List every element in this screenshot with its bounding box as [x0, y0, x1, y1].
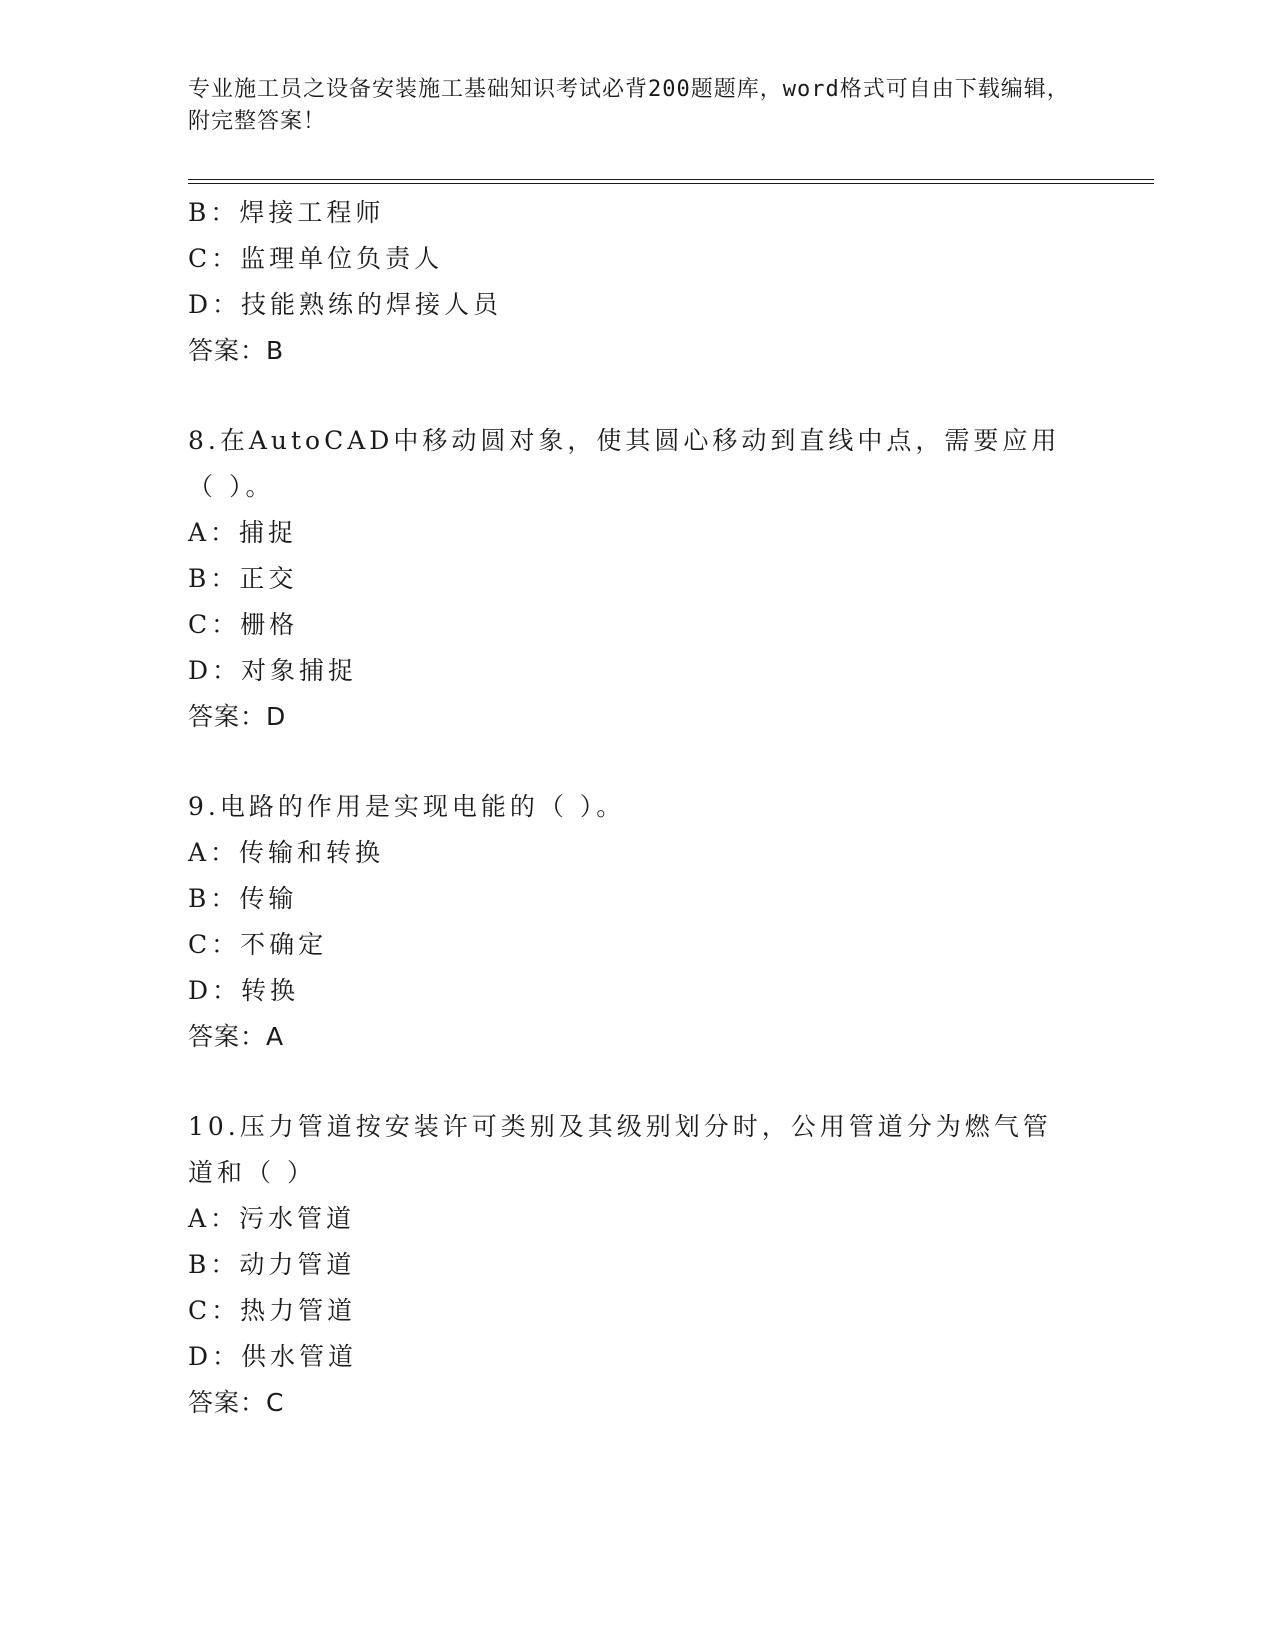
question-7-tail	[188, 190, 1128, 374]
option-a: A：传输和转换	[188, 838, 385, 867]
question-9	[188, 784, 1128, 1060]
option-d: D：技能熟练的焊接人员	[188, 290, 503, 319]
option-d: D：供水管道	[188, 1342, 358, 1371]
spacer	[188, 1060, 1128, 1104]
spacer	[188, 374, 1128, 418]
header-double-rule	[188, 179, 1154, 184]
option-a: A：污水管道	[188, 1204, 356, 1233]
option-a: A：捕捉	[188, 518, 298, 547]
question-text: 9.电路的作用是实现电能的（ ）。	[188, 792, 626, 821]
answer-label: 答案：A	[188, 1022, 285, 1051]
option-b: B：焊接工程师	[188, 198, 385, 227]
spacer	[188, 740, 1128, 784]
option-c: C：监理单位负责人	[188, 244, 444, 273]
question-text: 8.在AutoCAD中移动圆对象，使其圆心移动到直线中点，需要应用（ ）。	[188, 426, 1061, 501]
answer-label: 答案：D	[188, 702, 287, 731]
question-list	[188, 190, 1128, 1426]
option-d: D：转换	[188, 976, 300, 1005]
question-text: 10.压力管道按安装许可类别及其级别划分时，公用管道分为燃气管道和（ ）	[188, 1112, 1052, 1187]
question-8	[188, 418, 1128, 740]
option-c: C：热力管道	[188, 1296, 357, 1325]
option-b: B：正交	[188, 564, 298, 593]
question-10	[188, 1104, 1128, 1426]
option-c: C：不确定	[188, 930, 328, 959]
option-d: D：对象捕捉	[188, 656, 358, 685]
option-c: C：栅格	[188, 610, 299, 639]
answer-label: 答案：B	[188, 336, 285, 365]
option-b: B：动力管道	[188, 1250, 356, 1279]
option-b: B：传输	[188, 884, 298, 913]
answer-label: 答案：C	[188, 1388, 285, 1417]
document-header-title: 专业施工员之设备安装施工基础知识考试必背200题题库，word格式可自由下载编辑，附完整答案！	[188, 77, 1070, 134]
